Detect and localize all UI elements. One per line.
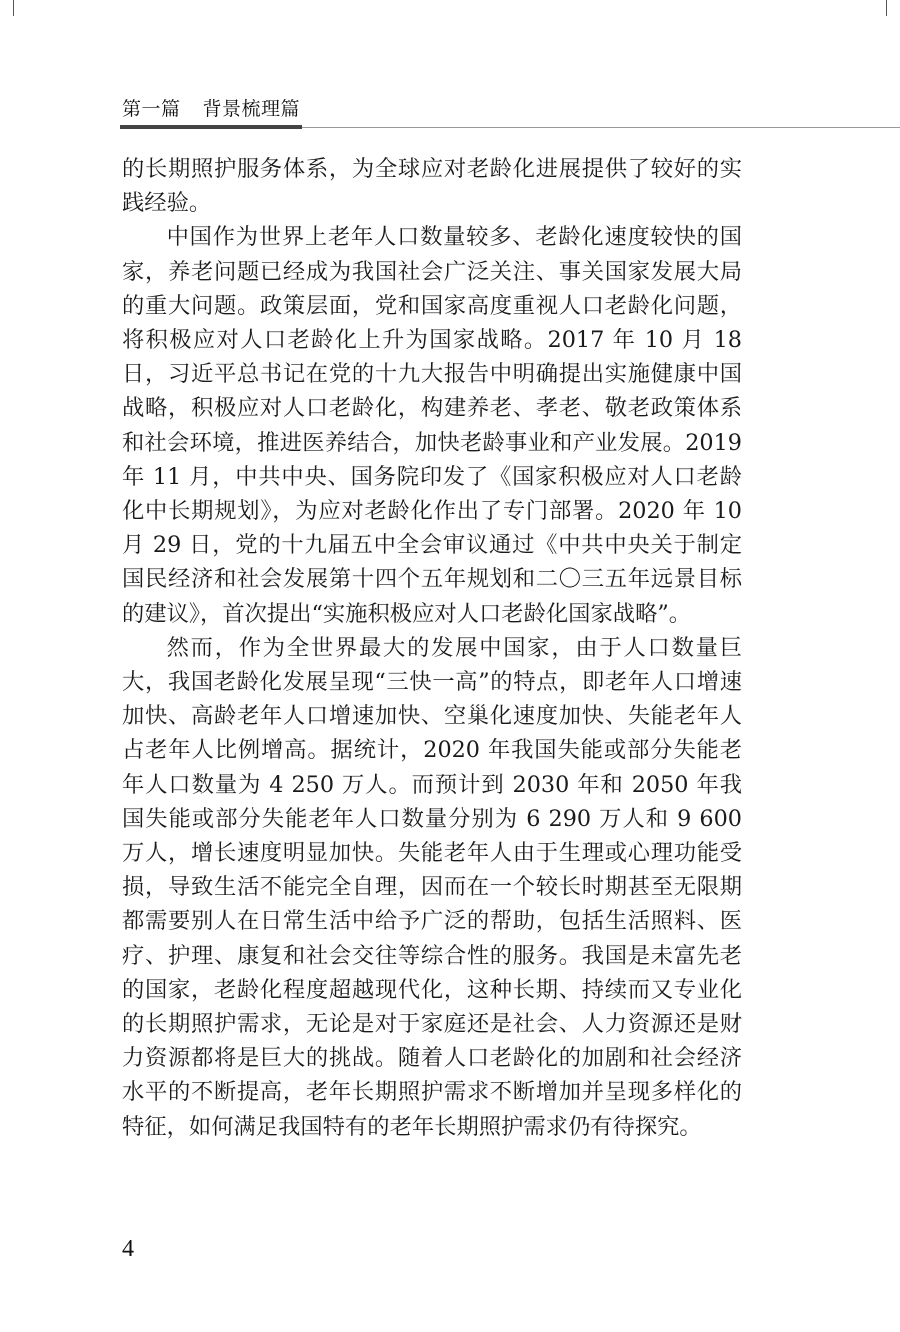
crop-mark-right [886, 0, 887, 16]
paragraph: 然而，作为全世界最大的发展中国家，由于人口数量巨大，我国老龄化发展呈现“三快一高”的特点，即老年人口增速加快、高龄老年人口增速加快、空巢化速度加快、失能老年人占老年人比例增高。据统计，2020 年我国失能或部分失能老年人口数量为 4 250 万人。而预计到 2030 年和 2050 年我国失能或部分失能老年人口数量分别为 6 290 万人和 9 600 万人，增长速度明显加快。失能老年人由于生理或心理功能受损，导致生活不能完全自理，因而在一个较长时期甚至无限期都需要别人在日常生活中给予广泛的帮助，包括生活照料、医疗、护理、康复和社会交往等综合性的服务。我国是未富先老的国家，老龄化程度超越现代化，这种长期、持续而又专业化的长期照护需求，无论是对于家庭还是社会、人力资源还是财力资源都将是巨大的挑战。随着人口老龄化的加剧和社会经济水平的不断提高，老年长期照护需求不断增加并呈现多样化的特征，如何满足我国特有的老年长期照护需求仍有待探究。 [122, 634, 742, 1140]
header-rule-thick [120, 125, 302, 129]
running-header [122, 94, 300, 121]
paragraph: 中国作为世界上老年人口数量较多、老龄化速度较快的国家，养老问题已经成为我国社会广泛关注、事关国家发展大局的重大问题。政策层面，党和国家高度重视人口老龄化问题，将积极应对人口老龄化上升为国家战略。2017 年 10 月 18 日，习近平总书记在党的十九大报告中明确提出实施健康中国战略，积极应对人口老龄化，构建养老、孝老、敬老政策体系和社会环境，推进医养结合，加快老龄事业和产业发展。2019 年 11 月，中共中央、国务院印发了《国家积极应对人口老龄化中长期规划》，为应对老龄化作出了专门部署。2020 年 10 月 29 日，党的十九届五中全会审议通过《中共中央关于制定国民经济和社会发展第十四个五年规划和二〇三五年远景目标的建议》，首次提出“实施积极应对人口老龄化国家战略”。 [122, 224, 742, 627]
header-part: 第一篇 [122, 98, 181, 120]
header-title: 背景梳理篇 [202, 98, 301, 120]
page-number: 4 [122, 1236, 134, 1262]
header-rule-thin [302, 127, 900, 128]
paragraph-continued: 的长期照护服务体系，为全球应对老龄化进展提供了较好的实践经验。 [122, 156, 742, 217]
body-text [122, 152, 742, 1144]
crop-mark-left [13, 0, 14, 16]
